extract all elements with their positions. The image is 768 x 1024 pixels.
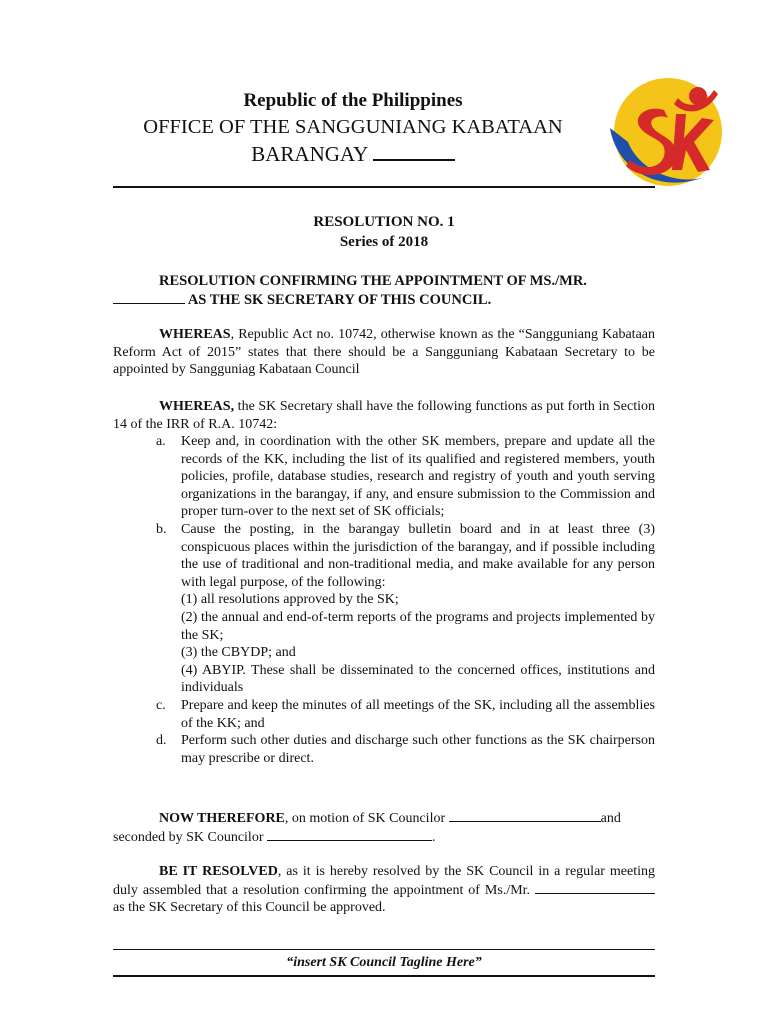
appointee-name-blank-2 xyxy=(535,881,655,894)
sub-list-item: (3) the CBYDP; and xyxy=(181,645,296,661)
footer-rule-top xyxy=(113,949,655,950)
resolved-label: BE IT RESOLVED xyxy=(159,864,278,879)
list-item xyxy=(156,697,655,732)
now-therefore-and: and xyxy=(600,811,621,826)
resolved-paragraph xyxy=(113,863,655,917)
posting-sub-list xyxy=(181,591,655,697)
resolved-text-2: as the SK Secretary of this Council be approved. xyxy=(113,900,386,916)
seconder-name-blank xyxy=(267,828,432,841)
list-marker: d. xyxy=(156,733,167,749)
whereas-paragraph-2 xyxy=(113,398,655,433)
now-therefore-label: NOW THEREFORE xyxy=(159,811,285,826)
mover-name-blank xyxy=(449,809,601,822)
list-item-text: Keep and, in coordination with the other SK members, prepare and update all the records of the KK, including the list of its qualified and registered members, youth policies, profile, database studies, research and registry of youth and youth serving organizations in the barangay, if any, and ensure submission to the Commission and proper turn-over to the next set of SK officials; xyxy=(181,434,655,520)
list-item xyxy=(156,521,655,697)
list-item xyxy=(156,433,655,521)
resolution-title xyxy=(113,273,655,309)
list-marker: b. xyxy=(156,521,167,537)
resolution-number: RESOLUTION NO. 1 xyxy=(313,214,455,230)
list-marker: c. xyxy=(156,697,166,713)
sk-logo xyxy=(606,74,724,192)
letterhead xyxy=(113,88,593,168)
now-therefore-paragraph xyxy=(113,809,655,846)
header-rule xyxy=(113,186,655,188)
resolution-title-text: RESOLUTION CONFIRMING THE APPOINTMENT OF MS./MR. xyxy=(159,273,587,289)
sub-list-item: (1) all resolutions approved by the SK; xyxy=(181,592,399,608)
list-item xyxy=(156,732,655,767)
council-tagline: “insert SK Council Tagline Here” xyxy=(286,955,482,970)
list-item-text: Prepare and keep the minutes of all meetings of the SK, including all the assemblies of the KK; and xyxy=(181,697,655,731)
whereas-text: the SK Secretary shall have the following functions as put forth in Section 14 of the IRR of R.A. 10742: xyxy=(113,399,655,432)
functions-list xyxy=(156,433,655,767)
appointee-name-blank xyxy=(113,291,185,304)
barangay-label: BARANGAY xyxy=(251,142,368,166)
resolution-title-text-2: AS THE SK SECRETARY OF THIS COUNCIL. xyxy=(187,291,492,308)
whereas-label: WHEREAS xyxy=(159,327,231,342)
sub-list-item: (2) the annual and end-of-term reports of the programs and projects implemented by the SK; xyxy=(181,609,655,643)
list-item-text: Perform such other duties and discharge such other functions as the SK chairperson may prescribe or direct. xyxy=(181,733,655,766)
whereas-label: WHEREAS, xyxy=(159,399,235,414)
whereas-paragraph-1 xyxy=(113,326,655,379)
resolved-text: , as it is hereby resolved by the SK Council in a regular meeting duly assembled that a resolution confirming the appointment of Ms./Mr. xyxy=(113,864,655,898)
list-marker: a. xyxy=(156,434,166,449)
resolution-heading xyxy=(113,212,655,252)
list-item-text: Cause the posting, in the barangay bulletin board and in at least three (3) conspicuous places within the jurisdiction of the barangay, and if possible including the use of traditional and non-traditional media, and make available for any person with legal purpose, of the following: xyxy=(181,521,655,590)
sub-list-item: (4) ABYIP. These shall be disseminated to the concerned offices, institutions and individuals xyxy=(181,662,655,696)
whereas-text: , Republic Act no. 10742, otherwise known as the “Sangguniang Kabataan Reform Act of 2015” states that there should be a Sangguniang Kabataan Secretary to be appointed by Sangguniag Kabataan Council xyxy=(113,327,655,378)
footer-rule-bottom xyxy=(113,975,655,977)
resolution-series: Series of 2018 xyxy=(339,234,429,250)
seconded-text: seconded by SK Councilor xyxy=(113,829,267,845)
office-heading: OFFICE OF THE SANGGUNIANG KABATAAN xyxy=(143,116,563,138)
barangay-heading xyxy=(113,140,593,168)
barangay-name-blank xyxy=(373,141,455,161)
now-therefore-text: , on motion of SK Councilor xyxy=(284,811,449,826)
seconded-period: . xyxy=(431,829,436,845)
republic-heading: Republic of the Philippines xyxy=(243,90,463,111)
